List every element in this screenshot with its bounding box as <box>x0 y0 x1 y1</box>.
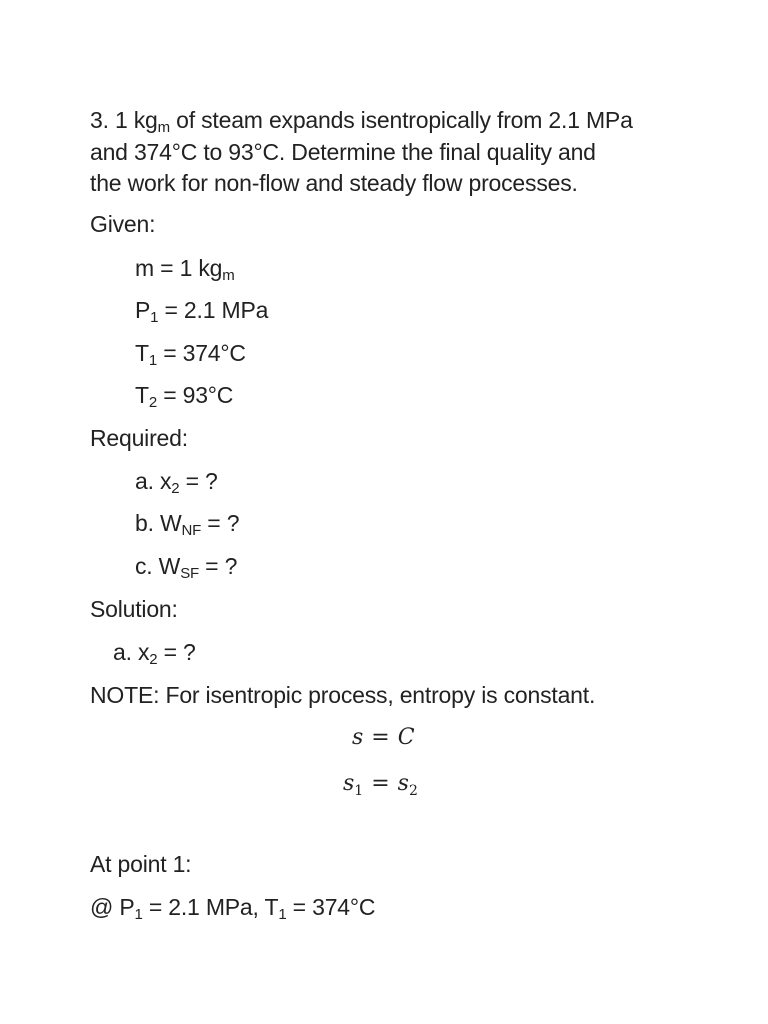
solution-heading: Solution: <box>90 596 178 622</box>
point-1-conditions <box>90 892 375 923</box>
given-t2-symbol: T <box>135 382 149 408</box>
solution-a-suffix: = ? <box>157 639 196 665</box>
required-a-prefix: a. x <box>135 468 172 494</box>
eq1-rhs: C <box>397 725 415 750</box>
given-pressure-subscript: 1 <box>150 309 159 326</box>
point-cond-start: @ P <box>90 894 135 920</box>
required-b-subscript: NF <box>181 522 202 539</box>
eq2-lhs: s <box>343 771 355 796</box>
equation-entropy-constant <box>352 724 415 752</box>
solution-a-prefix: a. x <box>113 639 150 665</box>
given-mass-text: m = 1 kg <box>135 255 223 281</box>
given-t2-value: = 93°C <box>157 382 234 408</box>
given-t1-symbol: T <box>135 340 149 366</box>
problem-line-2: and 374°C to 93°C. Determine the final quality and <box>90 138 596 165</box>
problem-line-3: the work for non-flow and steady flow processes. <box>90 170 578 196</box>
problem-line-1 <box>90 105 690 137</box>
point-cond-end: = 374°C <box>286 894 376 920</box>
required-heading: Required: <box>90 425 188 451</box>
required-c-prefix: c. W <box>135 553 181 579</box>
required-a <box>135 466 218 497</box>
isentropic-note: NOTE: For isentropic process, entropy is constant. <box>90 682 596 708</box>
eq2-lhs-subscript: 1 <box>354 783 364 799</box>
given-temperature-2 <box>135 380 233 411</box>
required-b-suffix: = ? <box>201 510 240 536</box>
problem-line-1-start: 3. 1 kg <box>90 107 158 133</box>
eq2-rhs: s <box>397 771 409 796</box>
required-b-prefix: b. W <box>135 510 182 536</box>
given-temperature-1 <box>135 338 246 369</box>
problem-line-1-end: of steam expands isentropically from 2.1 MPa <box>169 107 633 133</box>
problem-statement <box>90 105 690 200</box>
problem-line-1-subscript: m <box>157 119 170 136</box>
required-b <box>135 508 239 539</box>
given-pressure-value: = 2.1 MPa <box>158 297 269 323</box>
given-t2-subscript: 2 <box>148 394 158 411</box>
eq2-operator: = <box>371 771 390 796</box>
given-t1-subscript: 1 <box>148 352 158 369</box>
point-cond-subscript-1: 1 <box>134 906 143 923</box>
eq1-operator: = <box>371 725 390 750</box>
required-c <box>135 551 237 582</box>
given-heading: Given: <box>90 211 156 237</box>
point-1-heading: At point 1: <box>90 851 192 877</box>
point-cond-middle: = 2.1 MPa, T <box>142 894 279 920</box>
equation-entropy-equal <box>343 770 418 798</box>
given-t1-value: = 374°C <box>157 340 246 366</box>
given-mass <box>135 253 235 284</box>
required-c-subscript: SF <box>180 565 199 582</box>
required-a-subscript: 2 <box>171 480 180 497</box>
required-a-suffix: = ? <box>179 468 218 494</box>
given-mass-subscript: m <box>222 267 235 284</box>
given-pressure-symbol: P <box>135 297 151 323</box>
solution-a <box>113 637 196 668</box>
point-cond-subscript-2: 1 <box>278 906 287 923</box>
given-pressure <box>135 295 268 326</box>
eq1-lhs: s <box>352 725 364 750</box>
required-c-suffix: = ? <box>198 553 238 579</box>
eq2-rhs-subscript: 2 <box>408 783 418 799</box>
solution-a-subscript: 2 <box>149 651 158 668</box>
